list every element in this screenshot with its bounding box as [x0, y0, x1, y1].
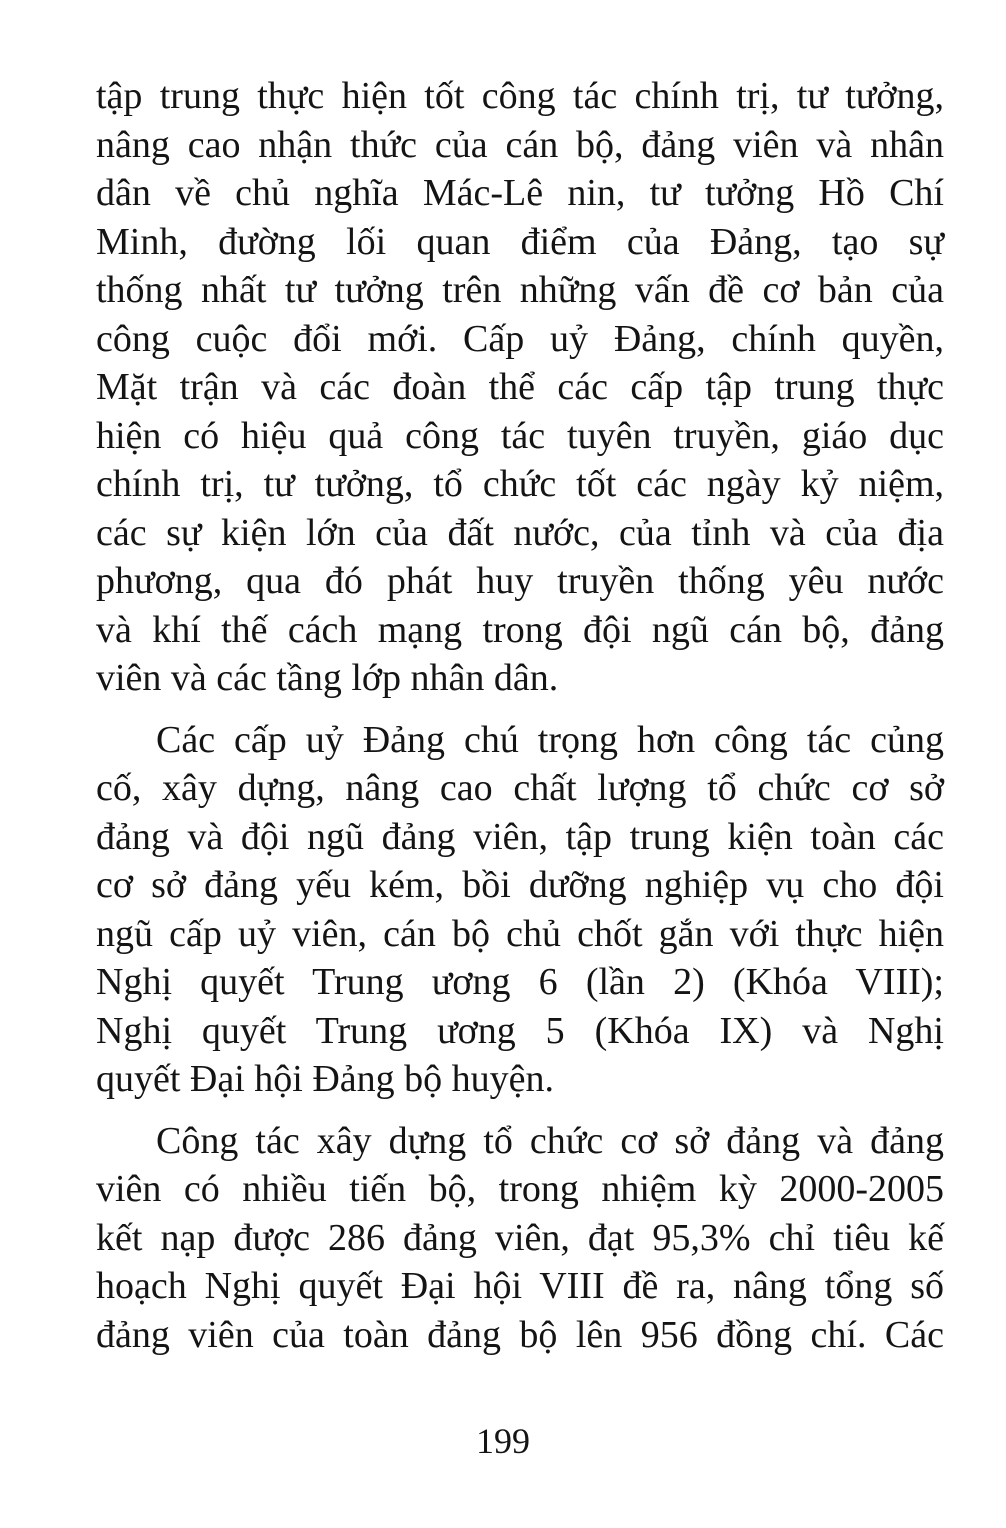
text-line: Công tác xây dựng tổ chức cơ sở đảng và đảng [156, 1119, 944, 1162]
text-line: công cuộc đổi mới. Cấp uỷ Đảng, chính quyền, [96, 317, 944, 360]
text-line: viên và các tầng lớp nhân dân. [96, 657, 559, 699]
text-line: và khí thế cách mạng trong đội ngũ cán bộ, đảng [96, 608, 944, 651]
text-line: cơ sở đảng yếu kém, bồi dưỡng nghiệp vụ cho đội [96, 864, 944, 906]
text-line: dân về chủ nghĩa Mác-Lê nin, tư tưởng Hồ Chí [96, 172, 944, 214]
paragraph [96, 72, 944, 703]
text-line: ngũ cấp uỷ viên, cán bộ chủ chốt gắn với thực hiện [96, 912, 944, 955]
text-line: nâng cao nhận thức của cán bộ, đảng viên và nhân [96, 123, 944, 166]
text-line: tập trung thực hiện tốt công tác chính trị, tư tưởng, [96, 75, 944, 117]
text-line: Mặt trận và các đoàn thể các cấp tập trung thực [96, 366, 944, 408]
paragraph [96, 1117, 944, 1360]
text-line: Nghị quyết Trung ương 5 (Khóa IX) và Nghị [96, 1009, 944, 1052]
text-line: phương, qua đó phát huy truyền thống yêu nước [96, 560, 944, 602]
text-line: Các cấp uỷ Đảng chú trọng hơn công tác củng [156, 718, 944, 761]
text-line: Nghị quyết Trung ương 6 (lần 2) (Khóa VIII); [96, 961, 944, 1003]
text-line: hoạch Nghị quyết Đại hội VIII đề ra, nâng tổng số [96, 1265, 944, 1307]
text-line: hiện có hiệu quả công tác tuyên truyền, giáo dục [96, 414, 944, 457]
paragraph [96, 716, 944, 1104]
text-line: các sự kiện lớn của đất nước, của tỉnh và của địa [96, 511, 944, 554]
page-number: 199 [476, 1421, 530, 1461]
page-body [96, 72, 944, 1372]
text-line: thống nhất tư tưởng trên những vấn đề cơ bản của [96, 269, 944, 311]
text-line: chính trị, tư tưởng, tổ chức tốt các ngày kỷ niệm, [96, 463, 944, 505]
text-line: viên có nhiều tiến bộ, trong nhiệm kỳ 2000-2005 [96, 1168, 944, 1210]
text-line: đảng và đội ngũ đảng viên, tập trung kiện toàn các [96, 815, 944, 858]
text-line: đảng viên của toàn đảng bộ lên 956 đồng chí. Các [96, 1313, 944, 1356]
text-line: cố, xây dựng, nâng cao chất lượng tổ chức cơ sở [96, 767, 944, 809]
text-line: kết nạp được 286 đảng viên, đạt 95,3% chỉ tiêu kế [96, 1216, 944, 1259]
text-line: Minh, đường lối quan điểm của Đảng, tạo sự [96, 220, 944, 263]
text-line: quyết Đại hội Đảng bộ huyện. [96, 1058, 555, 1100]
